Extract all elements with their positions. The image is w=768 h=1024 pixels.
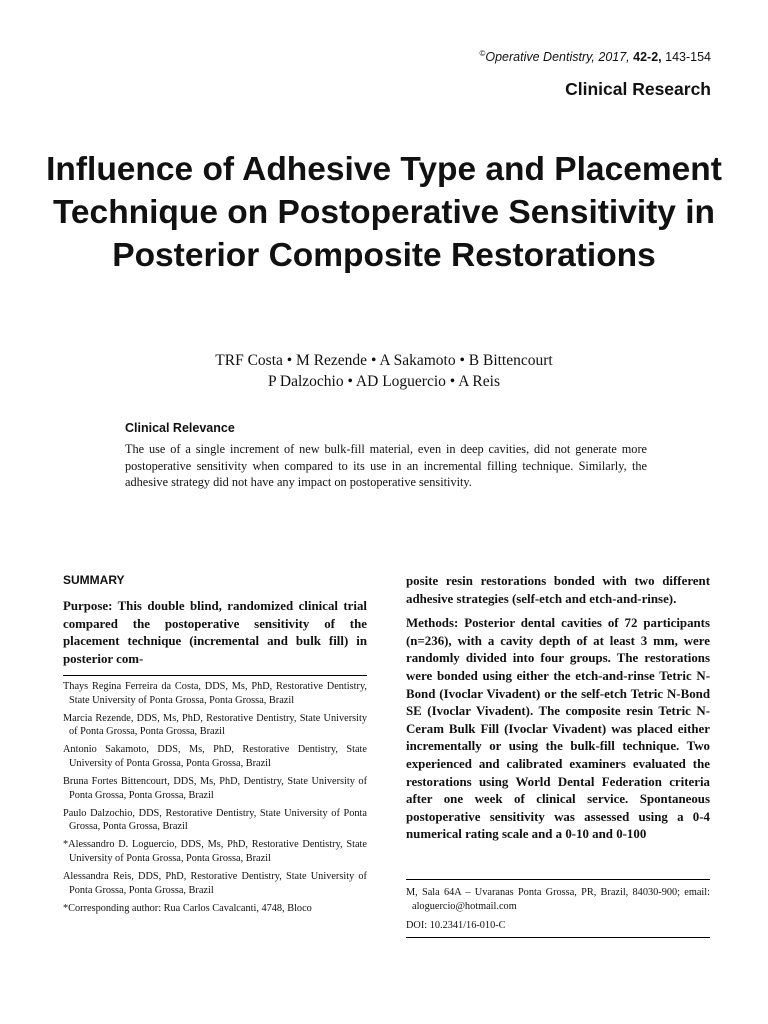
journal-pages: 143-154 [665,50,711,64]
summary-purpose: Purpose: This double blind, randomized clinical trial compared the postoperative sensitivity of the placement technique (incremental and bulk fill) in posterior com- [63,599,367,666]
doi-link[interactable]: DOI: 10.2341/16-010-C [406,920,506,932]
citation-line [479,50,711,64]
summary-right-column [406,573,710,851]
affiliations-divider [63,675,367,676]
clinical-relevance-text: The use of a single increment of new bulk-fill material, even in deep cavities, did not generate more postoperative sensitivity when compared to its use in an incremental filling technique. Similarly, the adhesive strategy did not have any impact on postoperative sensitivity. [125,442,647,490]
footer-divider [406,937,710,938]
summary-continuation: posite resin restorations bonded with two different adhesive strategies (self-etch and etch-and-rinse). [406,574,710,606]
article-title: Influence of Adhesive Type and Placement Technique on Postoperative Sensitivity in Posterior Composite Restorations [46,151,722,274]
affiliation-item: *Alessandro D. Loguercio, DDS, Ms, PhD, Restorative Dentistry, State University of Ponta Grossa, Ponta Grossa, Brazil [63,839,367,865]
author-list [40,350,728,392]
section-label: Clinical Research [565,79,711,99]
corresponding-author: *Corresponding author: Rua Carlos Cavalcanti, 4748, Bloco [63,902,312,914]
clinical-relevance-heading: Clinical Relevance [125,421,235,435]
summary-heading: SUMMARY [63,573,125,587]
affiliation-item: Bruna Fortes Bittencourt, DDS, Ms, PhD, Dentistry, State University of Ponta Grossa, Ponta Grossa, Brazil [63,776,367,801]
contact-address: M, Sala 64A – Uvaranas Ponta Grossa, PR, Brazil, 84030-900; email: aloguercio@hotmail.com [406,887,710,912]
affiliation-item: Marcia Rezende, DDS, Ms, PhD, Restorative Dentistry, State University of Ponta Grossa, Ponta Grossa, Brazil [63,712,367,738]
affiliations [63,680,367,920]
contact-divider [406,879,710,880]
copyright-symbol: © [479,48,486,58]
affiliation-item: Paulo Dalzochio, DDS, Restorative Dentistry, State University of Ponta Grossa, Ponta Grossa, Brazil [63,807,367,833]
affiliation-item: Antonio Sakamoto, DDS, Ms, PhD, Restorative Dentistry, State University of Ponta Grossa, Ponta Grossa, Brazil [63,744,367,769]
journal-name: Operative Dentistry, 2017, [485,50,630,64]
author-line-2: P Dalzochio • AD Loguercio • A Reis [268,373,500,390]
author-line-1: TRF Costa • M Rezende • A Sakamoto • B Bittencourt [215,352,553,369]
contact-block [406,886,710,933]
summary-methods: Methods: Posterior dental cavities of 72 participants (n=236), with a cavity depth of at least 3 mm, were randomly divided into four groups. The restorations were bonded using either the etch-and-rinse Tetric N-Bond (Ivoclar Vivadent) or the self-etch Tetric N-Bond SE (Ivoclar Vivadent). The composite resin Tetric N-Ceram Bulk Fill (Ivoclar Vivadent) was placed either incrementally or using the bulk-fill technique. Two experienced and calibrated examiners evaluated the restorations using World Dental Federation criteria after one week of clinical service. Spontaneous postoperative sensitivity was assessed using a 0-4 numerical rating scale and a 0-10 and 0-100 [406,616,710,842]
affiliation-item: Thays Regina Ferreira da Costa, DDS, Ms, PhD, Restorative Dentistry, State University of Ponta Grossa, Ponta Grossa, Brazil [63,681,367,706]
affiliation-item: Alessandra Reis, DDS, PhD, Restorative Dentistry, State University of Ponta Grossa, Ponta Grossa, Brazil [63,871,367,896]
journal-volume: 42-2, [633,50,662,64]
